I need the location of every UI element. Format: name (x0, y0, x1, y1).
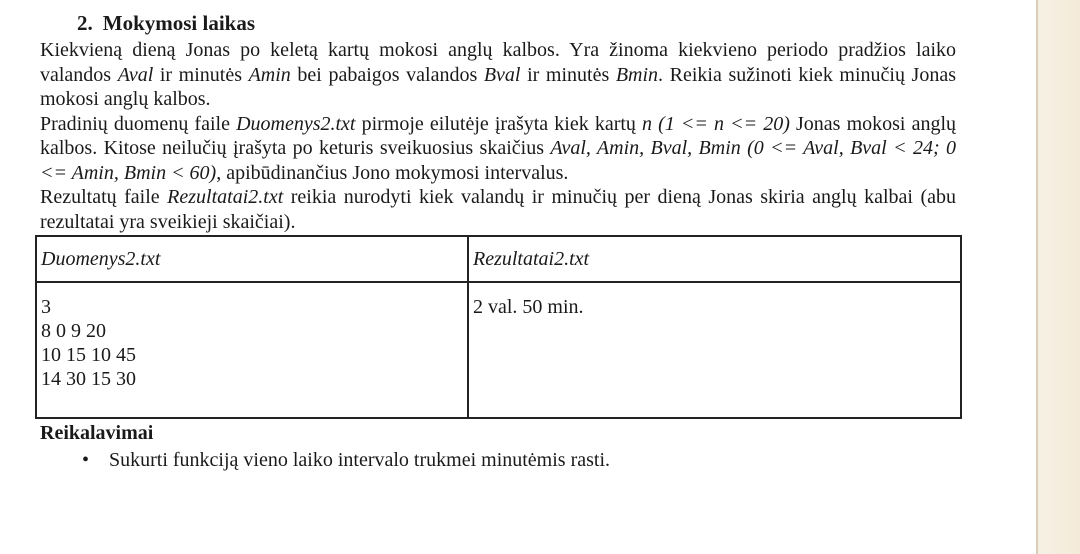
input-file-name: Duomenys2.txt (236, 112, 356, 135)
task-heading (77, 10, 956, 36)
page-edge (1036, 0, 1080, 554)
task-title: Mokymosi laikas (102, 11, 256, 35)
document-body (40, 10, 956, 472)
input-line: 10 15 10 45 (41, 344, 136, 366)
input-line: 14 30 15 30 (41, 368, 136, 390)
table-row (36, 282, 961, 418)
variable-constraints: Aval, Amin, Bval, Bmin (0 <= Aval, Bval < 24; 0 <= Amin, Bmin < 60) (40, 137, 956, 184)
text-segment: Kiekvieną dieną Jonas po keletą kartų mokosi anglų kalbos. Yra žinoma kiekvieno periodo pradžios laiko valandos (40, 39, 956, 86)
variable-n-range: n (1 <= n <= 20) (642, 112, 790, 135)
text-segment: . Reikia sužinoti kiek minučių Jonas mokosi anglų kalbos. (40, 63, 957, 110)
paragraph-output-format (40, 185, 956, 234)
table-header-input: Duomenys2.txt (36, 236, 468, 282)
requirement-text: Sukurti funkciją vieno laiko intervalo trukmei minutėmis rasti. (109, 448, 611, 471)
text-segment: pirmoje eilutėje įrašyta kiek kartų (355, 112, 643, 135)
text-segment: Rezultatų faile (40, 186, 168, 208)
paragraph-task-description (40, 38, 956, 112)
example-table (35, 235, 962, 419)
output-line: 2 val. 50 min. (473, 296, 584, 318)
text-segment: ir minutės (153, 63, 249, 86)
text-segment: , apibūdinančius Jono mokymosi intervalus. (216, 161, 569, 184)
text-segment: ir minutės (520, 63, 616, 86)
input-line: 8 0 9 20 (41, 320, 106, 342)
input-cell (36, 282, 468, 418)
table-header-row (36, 236, 961, 282)
variable-bval: Bval (483, 63, 521, 86)
task-number: 2. (77, 11, 93, 35)
requirements-heading: Reikalavimai (40, 422, 154, 444)
input-line: 3 (41, 296, 51, 318)
variable-amin: Amin (248, 63, 291, 86)
list-item (40, 448, 956, 473)
table-header-output: Rezultatai2.txt (468, 236, 961, 282)
requirements-list (40, 448, 956, 473)
text-segment: bei pabaigos valandos (290, 63, 484, 86)
output-file-name: Rezultatai2.txt (167, 186, 284, 208)
text-segment: reikia nurodyti kiek valandų ir minučių per dieną Jonas skiria anglų kalbai (abu rezultatai yra sveikieji skaičiai). (40, 186, 956, 233)
text-segment: Jonas mokosi anglų kalbos. Kitose neilučių įrašyta po keturis sveikuosius skaičius (40, 112, 957, 159)
variable-aval: Aval (117, 63, 154, 86)
bullet-icon: • (82, 448, 90, 471)
paragraph-input-format (40, 112, 956, 186)
output-cell (468, 282, 961, 418)
variable-bmin: Bmin (615, 63, 659, 86)
text-segment: Pradinių duomenų faile (40, 112, 237, 135)
